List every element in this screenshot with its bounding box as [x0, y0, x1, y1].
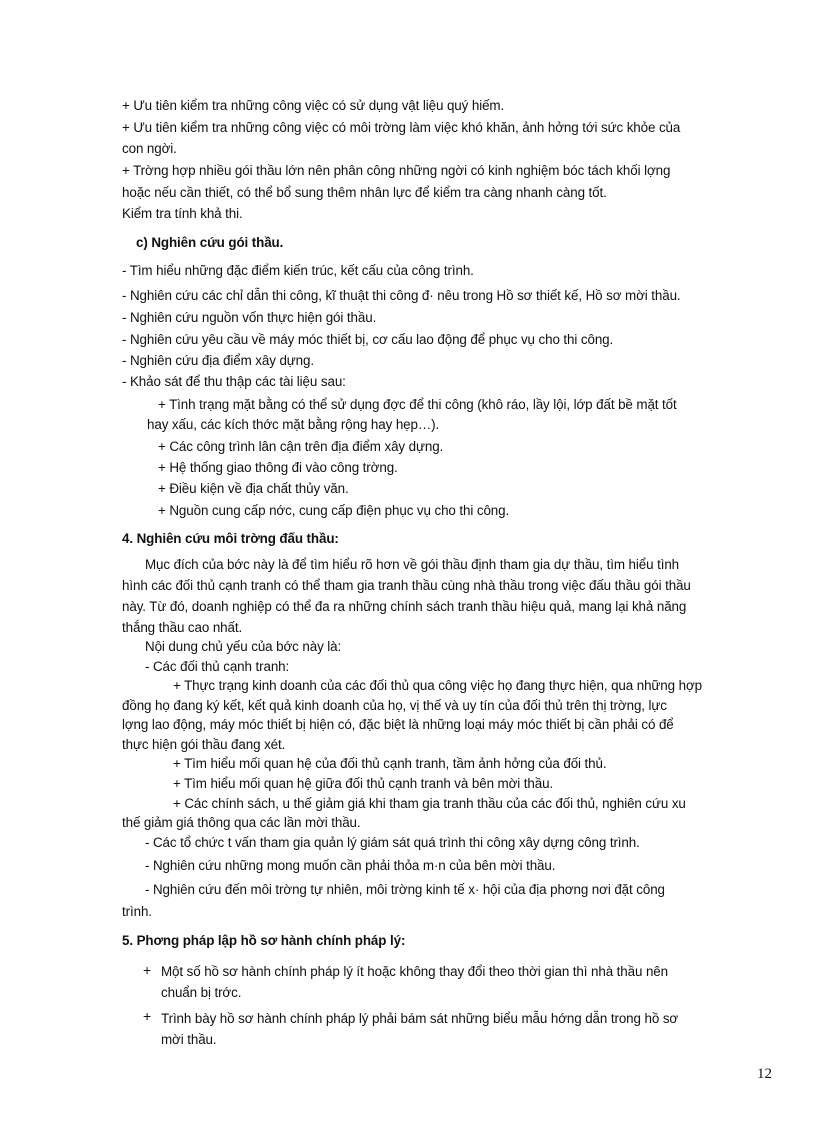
text-line: + Tình trạng mặt bằng có thể sử dụng đợc để thi công (khô ráo, lầy lội, lớp đất bề mặt tốt — [158, 397, 677, 412]
text-line: đồng họ đang ký kết, kết quả kinh doanh của họ, vị thế và uy tín của đối thủ trên thị trờng, lực — [122, 698, 667, 713]
text-line: lợng lao động, máy móc thiết bị hiện có, đặc biệt là những loại máy móc thiết bị cần phải có để — [122, 717, 674, 732]
text-line: - Nghiên cứu những mong muốn cần phải thỏa m·n của bên mời thầu. — [145, 858, 556, 873]
text-line: + Ưu tiên kiểm tra những công việc có môi trờng làm việc khó khăn, ảnh hởng tới sức khỏe của — [122, 120, 681, 135]
text-line: mời thầu. — [161, 1032, 217, 1047]
text-line: hoặc nếu cần thiết, có thể bổ sung thêm nhân lực để kiểm tra càng nhanh càng tốt. — [122, 185, 607, 200]
text-line: Nội dung chủ yếu của bớc này là: — [145, 639, 342, 654]
text-line: + Hệ thống giao thông đi vào công trờng. — [158, 460, 398, 475]
text-line: + Tìm hiểu mối quan hệ của đối thủ cạnh tranh, tầm ảnh hởng của đối thủ. — [173, 756, 607, 771]
text-line: con ngời. — [122, 141, 177, 156]
text-line: thực hiện gói thầu đang xét. — [122, 737, 286, 752]
text-line: này. Từ đó, doanh nghiệp có thể đa ra những chính sách tranh thầu hiệu quả, mang lại khả năng — [122, 599, 687, 614]
text-line: thế giảm giá thông qua các lần mời thầu. — [122, 815, 361, 830]
text-line: Trình bày hồ sơ hành chính pháp lý phải bám sát những biểu mẫu hớng dẫn trong hồ sơ — [161, 1011, 679, 1026]
text-line: - Các đối thủ cạnh tranh: — [145, 659, 290, 674]
bullet-plus-icon: + — [143, 962, 152, 978]
text-line: - Nghiên cứu nguồn vốn thực hiện gói thầu. — [122, 310, 377, 325]
text-line: hình các đối thủ cạnh tranh có thể tham gia tranh thầu cùng nhà thầu trong việc đấu thầu gói thầu — [122, 578, 691, 593]
bullet-plus-icon: + — [143, 1008, 152, 1024]
section-heading: c) Nghiên cứu gói thầu. — [136, 235, 284, 250]
text-line: - Các tổ chức t vấn tham gia quản lý giám sát quá trình thi công xây dựng công trình. — [145, 835, 640, 850]
text-line: hay xấu, các kích thớc mặt bằng rộng hay hẹp…). — [147, 417, 440, 432]
text-line: + Thực trạng kinh doanh của các đối thủ qua công việc họ đang thực hiện, qua những hợp — [173, 678, 702, 693]
text-line: - Nghiên cứu địa điểm xây dựng. — [122, 353, 314, 368]
text-line: - Nghiên cứu yêu cầu về máy móc thiết bị, cơ cấu lao động để phục vụ cho thi công. — [122, 332, 614, 347]
text-line: - Nghiên cứu các chỉ dẫn thi công, kĩ thuật thi công đ· nêu trong Hồ sơ thiết kế, Hồ sơ mời thầu. — [122, 288, 681, 303]
text-line: + Trờng hợp nhiều gói thầu lớn nên phân công những ngời có kinh nghiệm bóc tách khối lợng — [122, 163, 671, 178]
section-heading: 5. Phơng pháp lập hồ sơ hành chính pháp lý: — [122, 933, 406, 948]
text-line: - Nghiên cứu đến môi trờng tự nhiên, môi trờng kinh tế x· hội của địa phơng nơi đặt công — [145, 882, 665, 897]
page-number: 12 — [757, 1066, 772, 1082]
text-line: + Các chính sách, u thế giảm giá khi tham gia tranh thầu của các đối thủ, nghiên cứu xu — [173, 796, 686, 811]
text-line: Một số hồ sơ hành chính pháp lý ít hoặc không thay đổi theo thời gian thì nhà thầu nên — [161, 964, 669, 979]
text-line: chuẩn bị trớc. — [161, 985, 242, 1000]
text-line: + Các công trình lân cận trên địa điểm xây dựng. — [158, 439, 444, 454]
text-line: trình. — [122, 904, 152, 919]
section-heading: 4. Nghiên cứu môi trờng đấu thầu: — [122, 531, 339, 546]
text-line: thắng thầu cao nhất. — [122, 620, 243, 635]
text-line: - Khảo sát để thu thập các tài liệu sau: — [122, 374, 346, 389]
text-line: - Tìm hiểu những đặc điểm kiến trúc, kết cấu của công trình. — [122, 263, 474, 278]
text-line: + Nguồn cung cấp nớc, cung cấp điện phục vụ cho thi công. — [158, 503, 510, 518]
text-line: + Điều kiện về địa chất thủy văn. — [158, 481, 349, 496]
text-line: Mục đích của bớc này là để tìm hiểu rõ hơn về gói thầu định tham gia dự thầu, tìm hiểu tình — [145, 557, 680, 572]
text-line: + Ưu tiên kiểm tra những công việc có sử dụng vật liệu quý hiếm. — [122, 98, 505, 113]
text-line: Kiểm tra tính khả thi. — [122, 206, 243, 221]
text-line: + Tìm hiểu mối quan hệ giữa đối thủ cạnh tranh và bên mời thầu. — [173, 776, 554, 791]
